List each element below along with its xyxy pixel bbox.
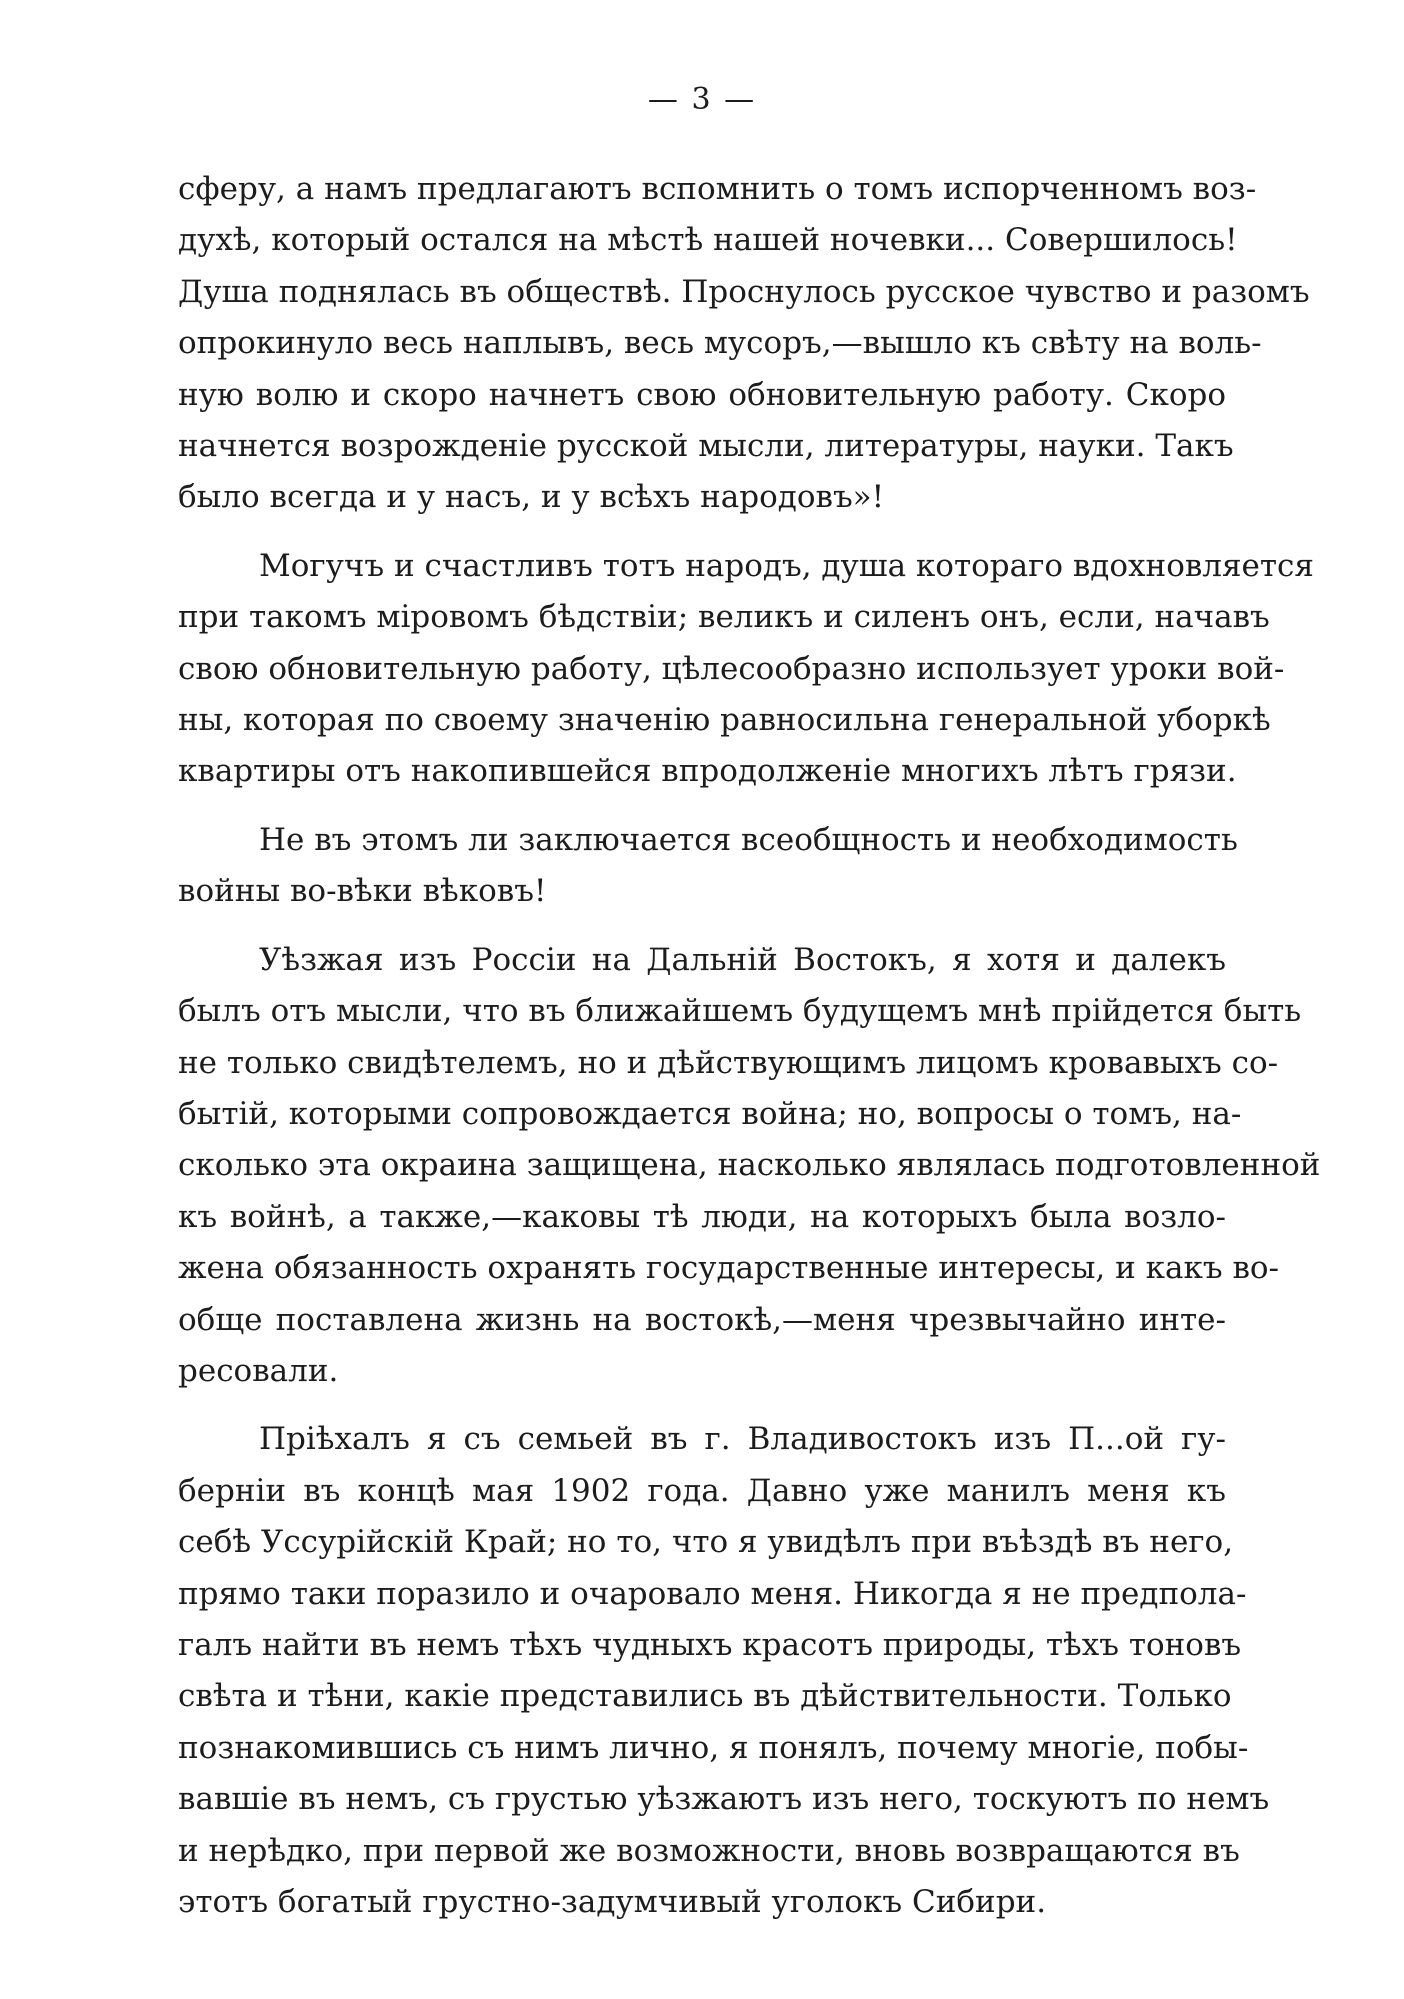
text-line: обще поставлена жизнь на востокѣ,—меня чрезвычайно инте- (178, 1301, 1226, 1338)
text-line: познакомившись съ нимъ лично, я понялъ, почему многіе, побы- (178, 1729, 1249, 1766)
text-line: прямо таки поразило и очаровало меня. Никогда я не предпола- (178, 1575, 1247, 1612)
text-line: къ войнѣ, а также,—каковы тѣ люди, на которыхъ была возло- (178, 1198, 1226, 1235)
text-line: Уѣзжая изъ Россіи на Дальній Востокъ, я хотя и далекъ (259, 941, 1226, 978)
text-line: этотъ богатый грустно-задумчивый уголокъ Сибири. (178, 1884, 1047, 1920)
text-line: опрокинуло весь наплывъ, весь мусоръ,—вышло къ свѣту на воль- (178, 325, 1262, 362)
text-line: ресовали. (178, 1352, 339, 1389)
page-number: — 3 — (647, 82, 757, 117)
text-line: былъ отъ мысли, что въ ближайшемъ будущемъ мнѣ прійдется быть (178, 993, 1302, 1030)
text-line: не только свидѣтелемъ, но и дѣйствующимъ лицомъ кровавыхъ со- (178, 1044, 1279, 1081)
text-line: свою обновительную работу, цѣлесообразно использует уроки вой- (178, 650, 1285, 687)
text-line: сколько эта окраина защищена, насколько являлась подготовленной (178, 1147, 1321, 1184)
text-line: ны, которая по своему значенію равносильна генеральной уборкѣ (178, 702, 1271, 739)
text-line: квартиры отъ накопившейся впродолженіе многихъ лѣтъ грязи. (178, 753, 1237, 790)
paragraph-3 (178, 815, 1238, 918)
text-line: галъ найти въ немъ тѣхъ чудныхъ красотъ природы, тѣхъ тоновъ (178, 1626, 1242, 1663)
text-line: жена обязанность охранять государственные интересы, и какъ во- (178, 1250, 1280, 1287)
paragraph-4 (178, 935, 1321, 1398)
text-line: Могучъ и счастливъ тотъ народъ, душа котораго вдохновляется (259, 547, 1314, 584)
paragraph-1 (178, 164, 1310, 524)
text-line: ную волю и скоро начнетъ свою обновительную работу. Скоро (178, 376, 1226, 413)
text-line: бытій, которыми сопровождается война; но, вопросы о томъ, на- (178, 1095, 1242, 1132)
text-line: себѣ Уссурійскій Край; но то, что я увидѣлъ при въѣздѣ въ него, (178, 1524, 1234, 1561)
text-line: духѣ, который остался на мѣстѣ нашей ночевки... Совершилось! (178, 222, 1238, 259)
text-line: свѣта и тѣни, какіе представились въ дѣйствительности. Только (178, 1678, 1232, 1715)
text-line: сферу, а намъ предлагаютъ вспомнить о томъ испорченномъ воз- (178, 171, 1257, 207)
paragraph-5 (178, 1414, 1270, 1928)
paragraph-2 (178, 541, 1314, 798)
text-line: Душа поднялась въ обществѣ. Проснулось русское чувство и разомъ (178, 273, 1310, 310)
text-line: берніи въ концѣ мая 1902 года. Давно уже манилъ меня къ (178, 1472, 1226, 1509)
text-line: вавшіе въ немъ, съ грустью уѣзжаютъ изъ него, тоскуютъ по немъ (178, 1781, 1270, 1818)
text-line: Пріѣхалъ я съ семьей въ г. Владивостокъ изъ П...ой гу- (259, 1421, 1226, 1458)
text-line: при такомъ міровомъ бѣдствіи; великъ и силенъ онъ, если, начавъ (178, 599, 1270, 636)
text-line: войны во-вѣки вѣковъ! (178, 873, 547, 910)
text-line: начнется возрожденіе русской мысли, литературы, науки. Такъ (178, 428, 1234, 465)
text-line: Не въ этомъ ли заключается всеобщность и необходимость (259, 821, 1238, 858)
body-text (178, 164, 1321, 1928)
text-line: и нерѣдко, при первой же возможности, вновь возвращаются въ (178, 1832, 1240, 1869)
text-line: было всегда и у насъ, и у всѣхъ народовъ»! (178, 479, 885, 516)
